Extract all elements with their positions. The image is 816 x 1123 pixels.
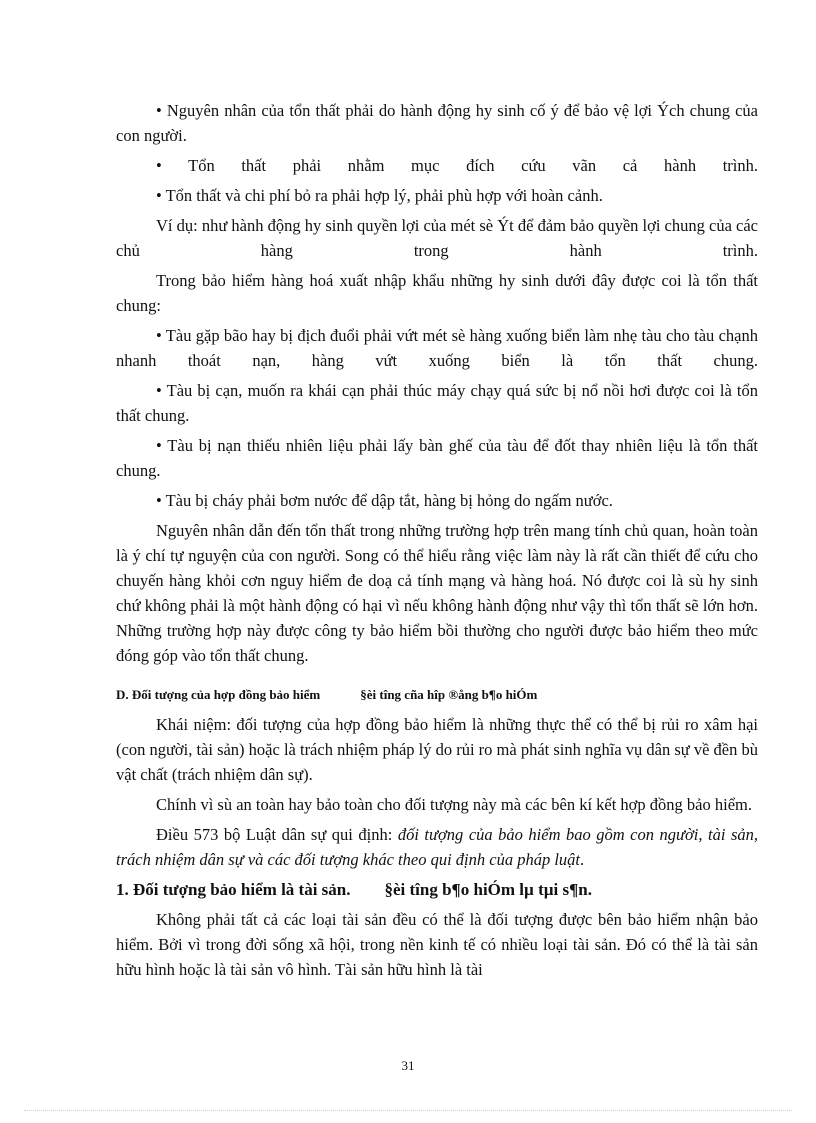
article-quote: đối tượng của bảo hiểm bao gồm con người, tài sản, trách nhiệm dân sự và các đối tượng khác theo qui định của pháp luật <box>116 825 758 869</box>
article-suffix: . <box>579 850 585 869</box>
article-prefix: Điều 573 bộ Luật dân sự qui định: <box>156 825 398 844</box>
bullet-fire-water-damage: • Tàu bị cháy phải bơm nước để dập tắt, hàng bị hỏng do ngấm nước. <box>156 491 613 510</box>
section-1-heading <box>116 877 758 902</box>
paragraph-reason: Chính vì sù an toàn hay bảo toàn cho đối tượng này mà các bên kí kết hợp đồng bảo hiểm. <box>156 795 752 814</box>
page-number: 31 <box>401 1058 415 1073</box>
paragraph-article-573 <box>116 822 758 872</box>
section-d-heading <box>116 682 758 707</box>
paragraph-intro-list: Trong bảo hiểm hàng hoá xuất nhập khẩu những hy sinh dưới đây được coi là tổn thất chung: <box>116 271 758 315</box>
bullet-grounded-ship: • Tàu bị cạn, muốn ra khái cạn phải thúc máy chạy quá sức bị nổ nồi hơi được coi là tổn thất chung. <box>116 381 758 425</box>
bullet-reasonable-cost: • Tổn thất và chi phí bỏ ra phải hợp lý, phải phù hợp với hoàn cảnh. <box>156 186 603 205</box>
paragraph-concept: Khái niệm: đối tượng của hợp đồng bảo hiểm là những thực thể có thể bị rủi ro xâm hại (con người, tài sản) hoặc là trách nhiệm pháp lý do rủi ro mà phát sinh nghĩa vụ dân sự về đền bù vật chất (trách nhiệm dân sự). <box>116 715 758 784</box>
section-1-title-garbled: §èi tîng b¶o hiÓm lµ tµi s¶n. <box>384 880 593 899</box>
bullet-save-voyage: • Tổn thất phải nhằm mục đích cứu vãn cả hành trình. <box>156 156 758 175</box>
section-d-title: D. Đối tượng của hợp đồng bảo hiểm <box>116 687 321 702</box>
paragraph-asset-types: Không phải tất cả các loại tài sản đều có thể là đối tượng được bên bảo hiểm nhận bảo hiểm. Bởi vì trong đời sống xã hội, trong nền kinh tế có nhiều loại tài sản. Đó có thể là tài sản hữu hình hoặc là tài sản vô hình. Tài sản hữu hình là tài <box>116 910 758 979</box>
section-d-title-garbled: §èi tîng cña hîp ®ång b¶o hiÓm <box>360 687 538 702</box>
bullet-burn-furniture: • Tàu bị nạn thiếu nhiên liệu phải lấy bàn ghế của tàu để đốt thay nhiên liệu là tổn thất chung. <box>116 436 758 480</box>
bullet-intentional-sacrifice: • Nguyên nhân của tổn thất phải do hành động hy sinh cố ý để bảo vệ lợi Ých chung của con người. <box>116 101 758 145</box>
paragraph-example: Ví dụ: như hành động hy sinh quyền lợi của mét sè Ýt để đảm bảo quyền lợi chung của các chủ hàng trong hành trình. <box>116 216 758 260</box>
paragraph-cause-analysis: Nguyên nhân dẫn đến tổn thất trong những trường hợp trên mang tính chủ quan, hoàn toàn là ý chí tự nguyện của con người. Song có thể hiểu rằng việc làm này là rất cần thiết để cứu cho chuyến hàng khỏi cơn nguy hiểm đe doạ cả tính mạng và hàng hoá. Nó được coi là sù hy sinh chứ không phải là một hành động có hại vì nếu không hành động như vậy thì tổn thất sẽ lớn hơn. Những trường hợp này được công ty bảo hiểm bồi thường cho người được bảo hiểm theo mức đóng góp vào tổn thất chung. <box>116 521 758 665</box>
bullet-jettison-cargo: • Tàu gặp bão hay bị địch đuổi phải vứt mét sè hàng xuống biển làm nhẹ tàu cho tàu chạnh nhanh thoát nạn, hàng vứt xuống biển là tổn thất chung. <box>116 326 758 370</box>
section-1-title: 1. Đối tượng bảo hiểm là tài sản. <box>116 880 351 899</box>
page-content <box>116 98 758 987</box>
footer-divider <box>24 1110 792 1111</box>
